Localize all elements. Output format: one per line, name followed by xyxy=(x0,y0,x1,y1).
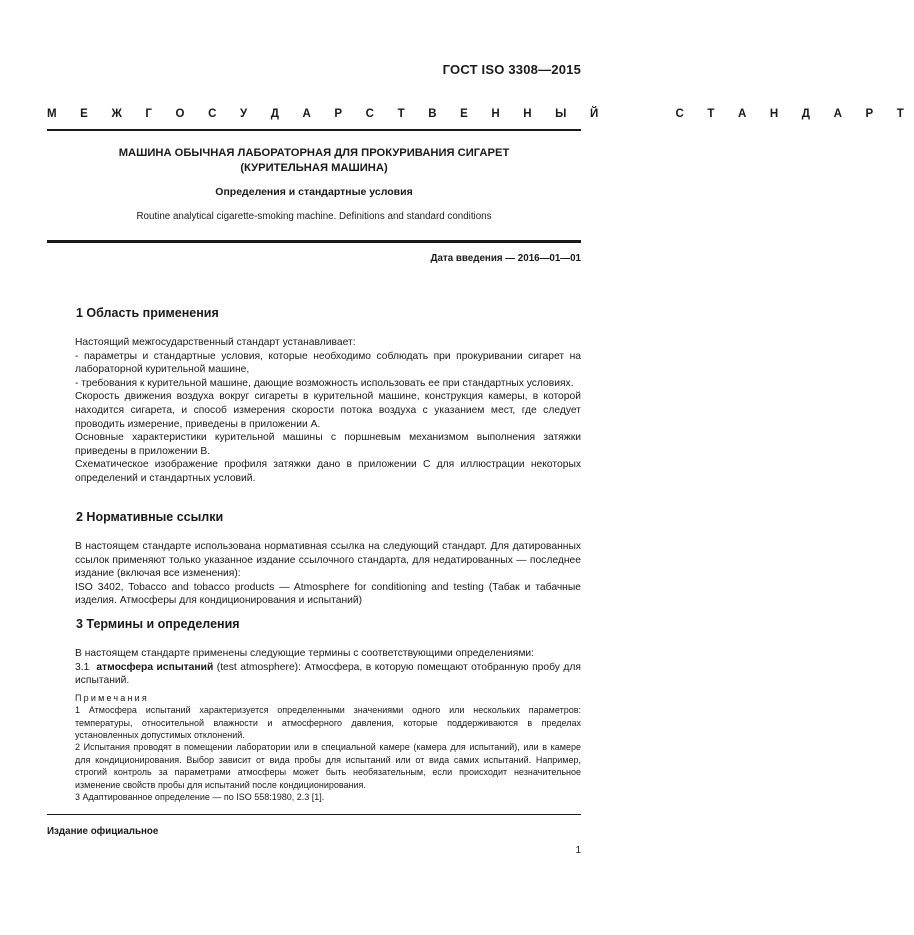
paragraph: Основные характеристики курительной машины с поршневым механизмом выполнения затяжки приведены в приложении В. xyxy=(75,432,581,457)
section-heading: 2 Нормативные ссылки xyxy=(76,510,224,524)
note-item: 1 Атмосфера испытаний характеризуется определенными значениями одного или нескольких параметров: температуры, относительной влажности и атмосферного давления, которые поддерживаются в пределах установленных допустимых отклонений. xyxy=(75,705,581,740)
paragraph: Настоящий межгосударственный стандарт устанавливает: xyxy=(75,337,356,348)
section-normative-references xyxy=(75,510,581,608)
paragraph: В настоящем стандарте использована нормативная ссылка на следующий стандарт. Для датированных ссылок применяют только указанное издание ссылочного стандарта, для недатированных — последнее издание (включая все изменения): xyxy=(75,541,581,580)
section-heading: 3 Термины и определения xyxy=(76,617,240,631)
paragraph: - требования к курительной машине, дающие возможность использовать ее при стандартных условиях. xyxy=(75,377,574,389)
title-ru-line2: (КУРИТЕЛЬНАЯ МАШИНА) xyxy=(240,162,388,174)
section-body xyxy=(75,647,581,688)
section-body xyxy=(75,336,581,486)
paragraph: - параметры и стандартные условия, которые необходимо соблюдать при прокуривании сигарет на лабораторной курительной машине, xyxy=(75,350,581,376)
paragraph: Скорость движения воздуха вокруг сигареты в курительной машине, конструкция камеры, в которой находится сигарета, и способ измерения скорости потока воздуха с указанием мест, где следует проводить измерение, приведены в приложении А. xyxy=(75,391,581,430)
paragraph: ISO 3402, Tobacco and tobacco products — Atmosphere for conditioning and testing (Табак и табачные изделия. Атмосферы для кондиционирования и испытаний) xyxy=(75,581,581,607)
title-rule xyxy=(47,240,581,243)
section-heading: 1 Область применения xyxy=(76,306,219,320)
title-ru xyxy=(47,146,581,176)
term-definition xyxy=(75,661,581,688)
note-item: 2 Испытания проводят в помещении лаборатории или в специальной камере (камера для испытаний), или в камере для кондиционирования. Выбор зависит от вида пробы для испытаний или от вида самих испытаний. Например, строгий контроль за параметрами атмосферы может быть необязательным, если происходит незначительное изменение свойств пробы для испытаний после кондиционирования. xyxy=(75,742,581,790)
term-name: атмосфера испытаний xyxy=(96,661,214,673)
document-number: ГОСТ ISO 3308—2015 xyxy=(442,62,581,77)
title-en: Routine analytical cigarette-smoking machine. Definitions and standard conditions xyxy=(136,211,492,222)
top-rule xyxy=(47,129,581,131)
term-text: (test atmosphere): Атмосфера, в которую помещают отобранную пробу для испытаний. xyxy=(75,661,581,687)
footer-rule xyxy=(47,814,581,815)
official-edition-label: Издание официальное xyxy=(47,826,159,837)
subtitle-ru: Определения и стандартные условия xyxy=(215,186,413,198)
title-block xyxy=(47,146,581,222)
notes-title: Примечания xyxy=(75,692,149,703)
term-number: 3.1 xyxy=(75,661,90,673)
interstate-standard-label: М Е Ж Г О С У Д А Р С Т В Е Н Н Ы Й С Т А Н Д А Р Т xyxy=(47,108,914,120)
title-ru-line1: МАШИНА ОБЫЧНАЯ ЛАБОРАТОРНАЯ ДЛЯ ПРОКУРИВАНИЯ СИГАРЕТ xyxy=(118,147,510,159)
effective-date: Дата введения — 2016—01—01 xyxy=(430,253,581,264)
notes xyxy=(75,692,581,804)
note-item: 3 Адаптированное определение — по ISO 558:1980, 2.3 [1]. xyxy=(75,792,325,803)
section-terms xyxy=(75,617,581,803)
section-body xyxy=(75,540,581,608)
paragraph: Схематическое изображение профиля затяжки дано в приложении С для иллюстрации некоторых определений и стандартных условий. xyxy=(75,459,581,484)
paragraph: В настоящем стандарте применены следующие термины с соответствующими определениями: xyxy=(75,648,535,659)
section-scope xyxy=(75,306,581,486)
page-number: 1 xyxy=(575,845,581,856)
